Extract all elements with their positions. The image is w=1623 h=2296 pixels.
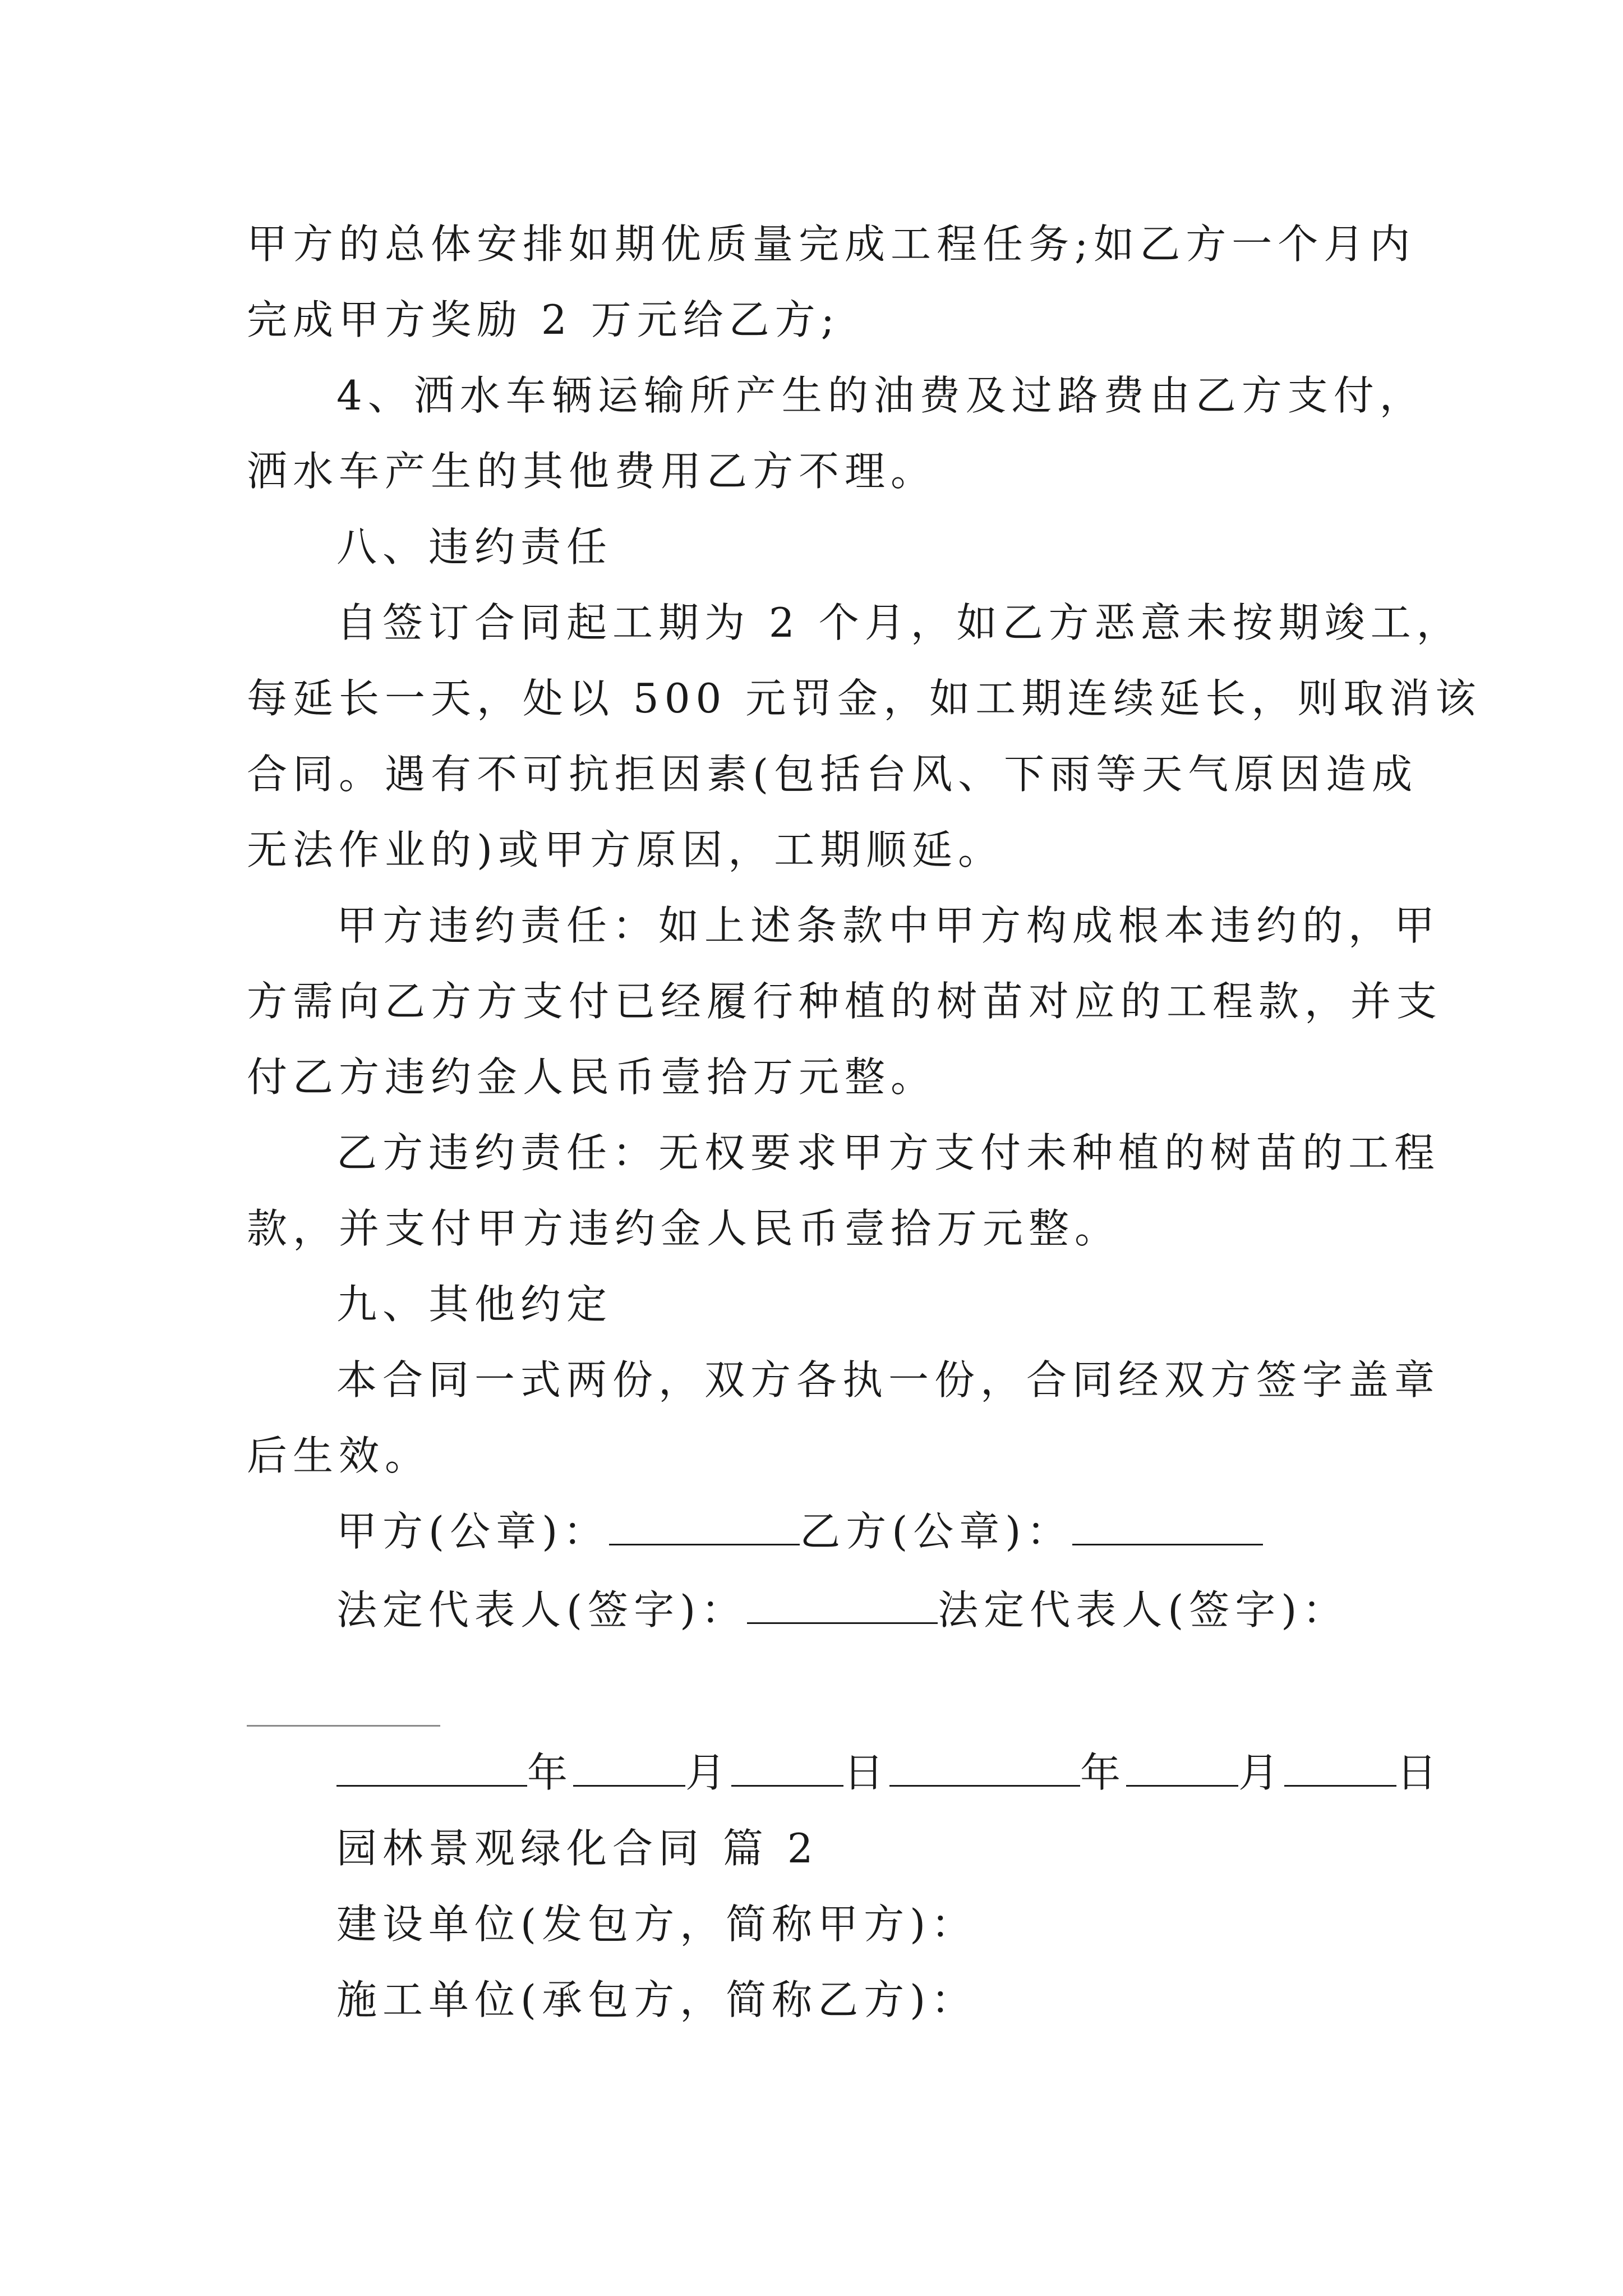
rep-signature-row <box>336 1582 1348 1638</box>
month-label: 月 <box>1238 1749 1285 1796</box>
party-a-seal-blank[interactable] <box>609 1504 800 1545</box>
year-label: 年 <box>1080 1749 1127 1796</box>
party-b-year-blank[interactable] <box>889 1746 1080 1787</box>
party-b-rep-label: 法定代表人(签字)： <box>938 1586 1349 1634</box>
party-b-month-blank[interactable] <box>1126 1746 1238 1787</box>
day-label: 日 <box>1396 1749 1443 1796</box>
text-line: 本合同一式两份，双方各执一份，合同经双方签字盖章 <box>336 1356 1441 1404</box>
text-line: 合同。遇有不可抗拒因素(包括台风、下雨等天气原因造成 <box>247 751 1418 798</box>
section-2-title: 园林景观绿化合同 篇 2 <box>336 1825 819 1872</box>
party-b-seal-label: 乙方(公章)： <box>800 1508 1073 1555</box>
party-b-breach-text: 乙方违约责任：无权要求甲方支付未种植的树苗的工程 <box>336 1129 1441 1176</box>
month-label: 月 <box>685 1749 732 1796</box>
party-a-rep-label: 法定代表人(签字)： <box>336 1586 748 1634</box>
seal-signature-row <box>336 1503 1263 1559</box>
text-line: 每延长一天，处以 500 元罚金，如工期连续延长，则取消该 <box>247 675 1482 722</box>
text-line: 洒水车产生的其他费用乙方不理。 <box>247 448 937 495</box>
text-line: 自签订合同起工期为 2 个月，如乙方恶意未按期竣工， <box>336 599 1463 646</box>
party-a-day-blank[interactable] <box>731 1746 843 1787</box>
party-a-breach-text: 甲方违约责任：如上述条款中甲方构成根本违约的，甲 <box>336 902 1441 949</box>
text-line: 无法作业的)或甲方原因，工期顺延。 <box>247 826 1004 873</box>
builder-unit-line: 建设单位(发包方，简称甲方)： <box>336 1901 978 1948</box>
party-a-seal-label: 甲方(公章)： <box>336 1508 610 1555</box>
year-label: 年 <box>527 1749 574 1796</box>
day-label: 日 <box>843 1749 890 1796</box>
party-b-rep-blank[interactable] <box>247 1725 440 1727</box>
party-b-day-blank[interactable] <box>1284 1746 1396 1787</box>
party-a-rep-blank[interactable] <box>747 1583 938 1624</box>
clause-4-text: 4、洒水车辆运输所产生的油费及过路费由乙方支付， <box>336 372 1426 419</box>
text-line: 完成甲方奖励 2 万元给乙方; <box>247 296 840 343</box>
section-heading-breach: 八、违约责任 <box>336 523 613 570</box>
party-a-month-blank[interactable] <box>573 1746 685 1787</box>
text-line: 付乙方违约金人民币壹拾万元整。 <box>247 1053 937 1101</box>
text-line: 后生效。 <box>247 1432 431 1479</box>
party-b-seal-blank[interactable] <box>1072 1504 1263 1545</box>
contractor-unit-line: 施工单位(承包方，简称乙方)： <box>336 1976 978 2023</box>
party-a-year-blank[interactable] <box>336 1746 527 1787</box>
text-line: 方需向乙方方支付已经履行种植的树苗对应的工程款，并支 <box>247 978 1443 1025</box>
section-heading-other: 九、其他约定 <box>336 1281 613 1328</box>
date-row <box>336 1745 1442 1801</box>
text-line: 款，并支付甲方违约金人民币壹拾万元整。 <box>247 1205 1121 1252</box>
text-line: 甲方的总体安排如期优质量完成工程任务;如乙方一个月内 <box>247 220 1416 268</box>
